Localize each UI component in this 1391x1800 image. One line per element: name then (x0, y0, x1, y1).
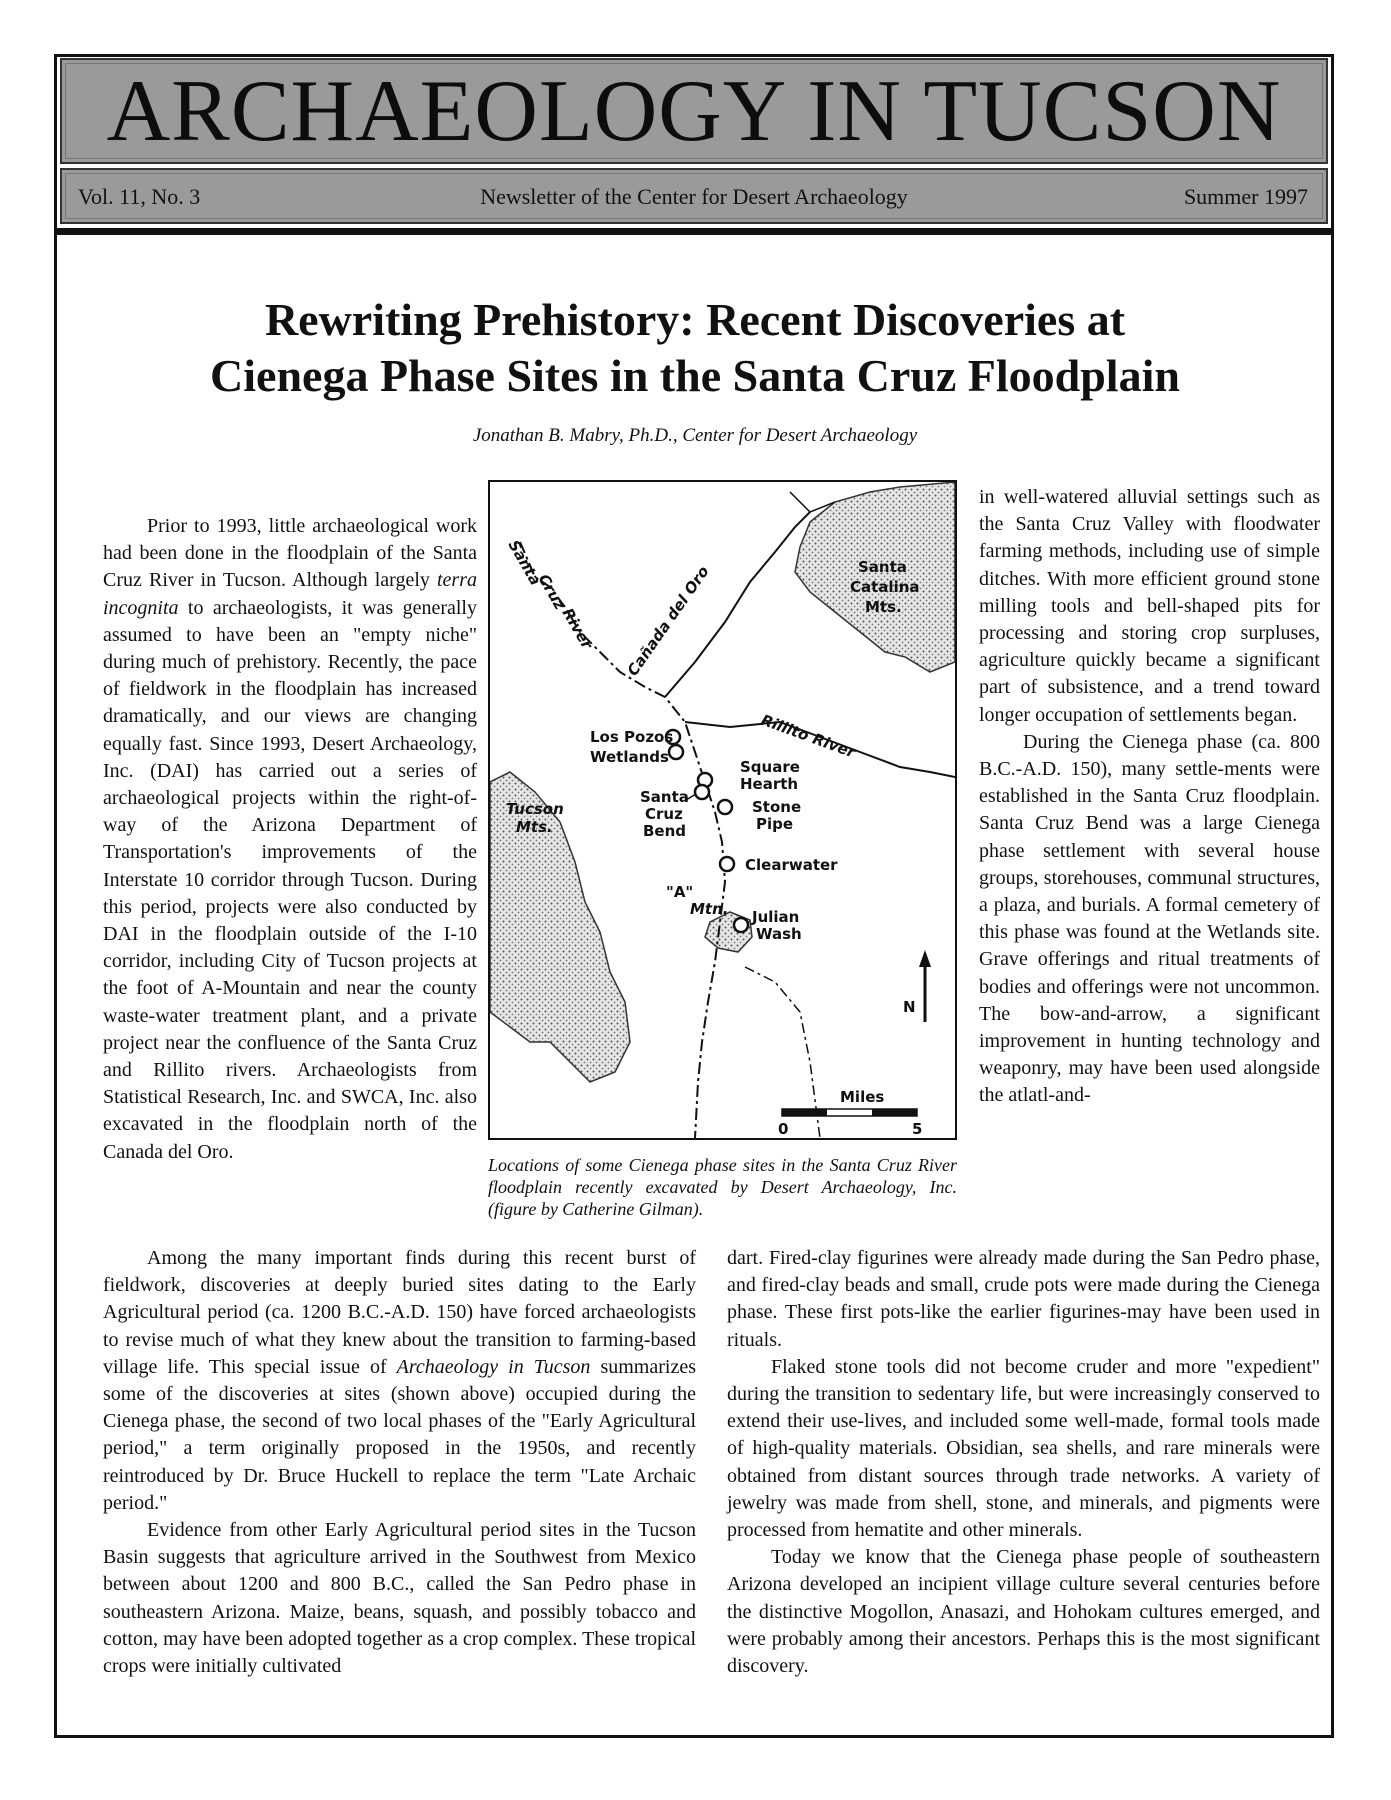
north-label: N (903, 998, 916, 1016)
santa-catalina-mts-shape (795, 482, 955, 672)
map-label-santa-river-3: River (558, 605, 597, 653)
newsletter-subtitle: Newsletter of the Center for Desert Archaeology (480, 184, 908, 209)
right-paragraph-2: During the Cienega phase (ca. 800 B.C.-A.D. 150), many settle-ments were established in the Santa Cruz floodplain. Santa Cruz Bend was a large Cienega phase settlement with several house groups, storehouses, communal structures, a plaza, and burials. A formal cemetery of this phase was found at the Wetlands site. Grave offerings and ritual treatments of bodies and offerings were not uncommon. The bow-and-arrow, a significant improvement in hunting technology and weaponry, may have been used alongside the atlatl-and- (979, 730, 1320, 1107)
map-label-a-mtn-1: "A" (666, 883, 694, 901)
bl-p1-italic: Archaeology in Tucson (396, 1355, 591, 1378)
map-label-a-mtn-2: Mtn. (690, 900, 729, 918)
map-label-bend-3: Bend (643, 822, 687, 840)
map-label-los-pozos: Los Pozos (590, 728, 674, 746)
map-label-santa-river-1: Santa (504, 537, 545, 589)
bl-p1-text-a: Among the many important finds during this recent burst of fieldwork, discoveries at deeply buried sites dating to the Early Agricultural period (ca. 1200 B.C.-A.D. 150) have forced archaeologists to revise much of what they knew about the transition to farming-based village life. This special issue of (103, 1247, 696, 1378)
issue-season: Summer 1997 (1183, 184, 1308, 209)
map-label-santa-river-2: Cruz (534, 571, 570, 613)
bottom-right-paragraph-1: dart. Fired-clay figurines were already made during the San Pedro phase, and fired-clay beads and small, crude pots were made during the Cienega phase. These first pots-like the earlier figurines-may have been used in rituals. (727, 1247, 1320, 1351)
map-label-square-1: Square (740, 758, 800, 776)
left-paragraph-1 (103, 513, 477, 1166)
site-santa-cruz-bend-marker (695, 785, 709, 799)
bl-p1-text-b: summarizes some of the discoveries at sites (shown above) occupied during the Cienega phase, the second of two local phases of the "Early Agricultural period," a term originally proposed in the 1950s, and recently reintroduced by Dr. Bruce Huckell to replace the term "Late Archaic period." (103, 1355, 696, 1514)
headline-line-2: Cienega Phase Sites in the Santa Cruz Floodplain (210, 350, 1180, 401)
bottom-left-paragraph-1 (103, 1245, 696, 1517)
site-clearwater-marker (720, 857, 734, 871)
map-label-julian: Julian (752, 908, 800, 926)
right-column (979, 484, 1320, 1110)
site-stone-pipe-marker (718, 800, 732, 814)
site-map-svg (490, 482, 955, 1138)
volume-number: Vol. 11, No. 3 (78, 184, 201, 209)
map-label-wetlands: Wetlands (590, 748, 669, 766)
figure-caption: Locations of some Cienega phase sites in the Santa Cruz River floodplain recently excavated by Desert Archaeology, Inc. (figure by Catherine Gilman). (488, 1155, 957, 1219)
left-p1-text-b: to archaeologists, it was generally assumed to have been an "empty niche" during much of prehistory. Recently, the pace of fieldwork in the floodplain has increased dramatically, and our views are changing equally fast. Since 1993, Desert Archaeology, Inc. (DAI) has carried out a series of archaeological projects within the right-of-way of the Arizona Department of Transportation's improvements of the Interstate 10 corridor through Tucson. During this period, projects were also conducted by DAI in the floodplain outside of the I-10 corridor, including City of Tucson projects at the foot of A-Mountain and near the county waste-water treatment plant, and a private project near the confluence of the Santa Cruz and Rillito rivers. Archaeologists from Statistical Research, Inc. and SWCA, Inc. also excavated in the floodplain north of the Canada del Oro. (103, 596, 477, 1163)
left-column (103, 513, 477, 1166)
map-label-tucson-mts-1: Tucson (506, 800, 564, 818)
site-wetlands-marker (669, 745, 683, 759)
bottom-right-paragraph-3: Today we know that the Cienega phase people of southeastern Arizona developed an incipient village culture several centuries before the distinctive Mogollon, Anasazi, and Hohokam cultures emerged, and were probably among their ancestors. Perhaps this is the most significant discovery. (727, 1546, 1320, 1678)
map-label-santa-catalina-3: Mts. (865, 598, 902, 616)
bottom-left-paragraph-2: Evidence from other Early Agricultural period sites in the Tucson Basin suggests that agriculture arrived in the Southwest from Mexico between about 1200 and 800 B.C., called the San Pedro phase in southeastern Arizona. Maize, beans, squash, and possibly tobacco and cotton, may have been adopted together as a crop complex. These tropical crops were initially cultivated (103, 1519, 696, 1678)
map-label-pipe: Pipe (756, 815, 794, 833)
map-label-clearwater: Clearwater (745, 856, 838, 874)
map-label-santa-catalina-2: Catalina (850, 578, 920, 596)
left-p1-text-a: Prior to 1993, little archaeological work had been done in the floodplain of the Santa Cruz River in Tucson. Although largely (103, 515, 477, 592)
scale-zero: 0 (778, 1120, 789, 1138)
map-label-wash: Wash (756, 925, 802, 943)
scale-miles-label: Miles (840, 1088, 885, 1106)
issue-info-bar (60, 168, 1328, 224)
site-julian-wash-marker (734, 918, 748, 932)
right-paragraph-1: in well-watered alluvial settings such as the Santa Cruz Valley with floodwater farming methods, including use of simple ditches. With more efficient ground stone milling tools and bell-shaped pits for processing and storing crop surpluses, agriculture quickly became a significant part of subsistence, and a trend toward longer occupation of settlements began. (979, 486, 1320, 726)
masthead-title: ARCHAEOLOGY IN TUCSON (106, 63, 1282, 160)
map-label-rillito-river: Rillito River (758, 710, 858, 762)
map-label-bend-2: Cruz (645, 805, 683, 823)
site-map-figure (488, 480, 957, 1140)
masthead (60, 58, 1328, 164)
map-label-tucson-mts-2: Mts. (516, 818, 553, 836)
scale-five: 5 (912, 1120, 923, 1138)
bottom-right-column (727, 1245, 1320, 1680)
left-p1-italic: terra incognita (103, 569, 477, 619)
bottom-right-paragraph-2: Flaked stone tools did not become cruder and more "expedient" during the transition to sedentary life, but were increasingly conserved to extend their use-lives, and included some well-made, formal tools made of high-quality materials. Obsidian, sea shells, and rare minerals were obtained from distant sources through trade networks. A variety of jewelry was made from shell, stone, and minerals, and pigments were processed from hematite and other minerals. (727, 1355, 1320, 1542)
article-byline: Jonathan B. Mabry, Ph.D., Center for Desert Archaeology (472, 425, 918, 446)
header-rule (54, 228, 1334, 235)
article-headline (100, 292, 1290, 404)
bottom-left-column (103, 1245, 696, 1680)
map-label-stone: Stone (752, 798, 802, 816)
tucson-mts-shape (490, 772, 630, 1082)
map-label-canada-del-oro: Cañada del Oro (623, 562, 713, 680)
map-label-santa-catalina-1: Santa (858, 558, 907, 576)
map-label-square-2: Hearth (740, 775, 799, 793)
map-label-bend-1: Santa (640, 788, 689, 806)
headline-line-1: Rewriting Prehistory: Recent Discoveries at (264, 294, 1126, 345)
